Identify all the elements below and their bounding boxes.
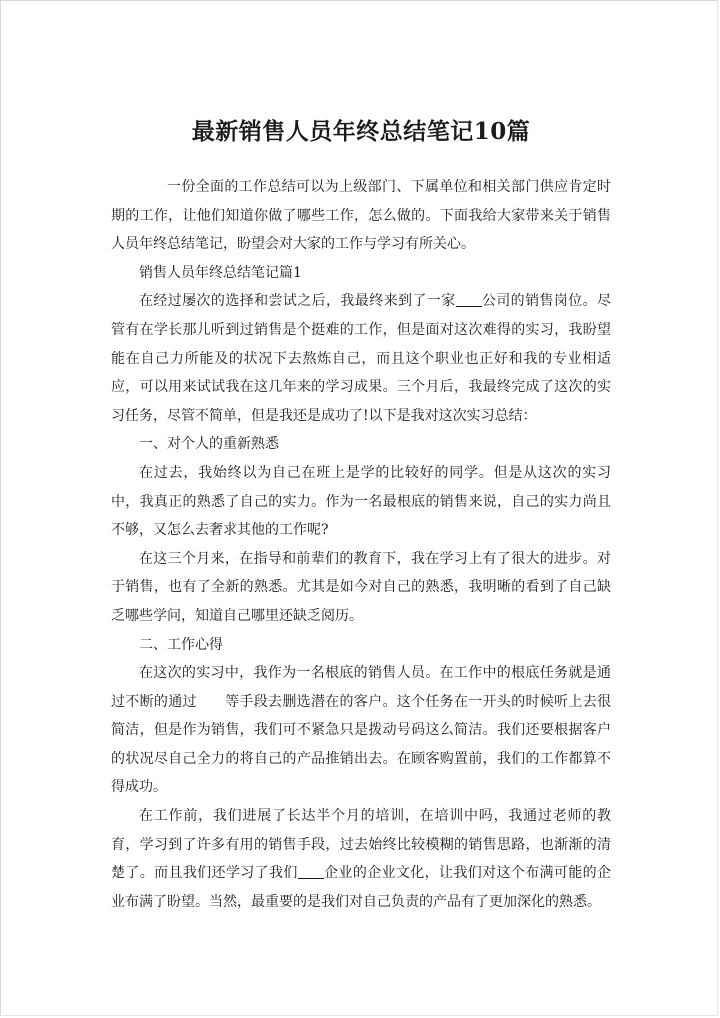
- body-paragraph-5: [111, 802, 611, 916]
- paragraph-text: 公司的销售岗位。尽管有在学长那儿听到过销售是个挺难的工作，但是面对这次难得的实习，我盼望能在自己力所能及的状况下去熬炼自己，而且这个职业也正好和我的专业相适应，可以用来试试我在这几年来的学习成果。三个月后，我最终完成了这次的实习任务，尽管不简单，但是我还是成功了!以下是我对这次实习总结：: [111, 293, 611, 424]
- document-title: 最新销售人员年终总结笔记10篇: [191, 118, 531, 145]
- document-body: [111, 173, 611, 916]
- fill-in-blank: [456, 292, 482, 307]
- paragraph-text: 在这次的实习中，我作为一名根底的销售人员。在工作中的根底任务就是通过不断的通过: [111, 665, 611, 710]
- fill-in-blank: [298, 864, 324, 879]
- body-paragraph-1: [111, 287, 611, 430]
- paragraph-text: 等手段去删选潜在的客户。这个任务在一开头的时候听上去很简洁，但是作为销售，我们可不紧急只是拨动号码这么简洁。我们还要根据客户的状况尽自己全力的将自己的产品推销出去。在顾客购置前，我们的工作都算不得成功。: [111, 693, 612, 796]
- intro-paragraph: 一份全面的工作总结可以为上级部门、下属单位和相关部门供应肯定时期的工作，让他们知道你做了哪些工作，怎么做的。下面我给大家带来关于销售人员年终总结笔记，盼望会对大家的工作与学习有所关心。: [111, 179, 611, 253]
- body-paragraph-4: [111, 659, 611, 802]
- paragraph-text: 在工作前，我们进展了长达半个月的培训，在培训中吗，我通过老师的教育，学习到了许多有用的销售手段，过去始终比较模糊的销售思路，也渐渐的清楚了。而且我们还学习了我们: [111, 808, 611, 882]
- subheading-1: 一、对个人的重新熟悉: [139, 436, 279, 453]
- body-paragraph-3: 在这三个月来，在指导和前辈们的教育下，我在学习上有了很大的进步。对于销售，也有了全新的熟悉。尤其是如今对自己的熟悉，我明晰的看到了自己缺乏哪些学问，知道自己哪里还缺乏阅历。: [111, 550, 611, 624]
- paragraph-text: 企业的企业文化，让我们对这个布满可能的企业布满了盼望。当然，最重要的是我们对自己负责的产品有了更加深化的熟悉。: [111, 865, 612, 910]
- paragraph-text: 在经过屡次的选择和尝试之后，我最终来到了一家: [139, 293, 456, 310]
- section-heading: 销售人员年终总结笔记篇1: [139, 264, 302, 281]
- body-paragraph-2: 在过去，我始终以为自己在班上是学的比较好的同学。但是从这次的实习中，我真正的熟悉了自己的实力。作为一名最根底的销售来说，自己的实力尚且不够，又怎么去奢求其他的工作呢?: [111, 464, 611, 539]
- subheading-2: 二、工作心得: [139, 636, 223, 653]
